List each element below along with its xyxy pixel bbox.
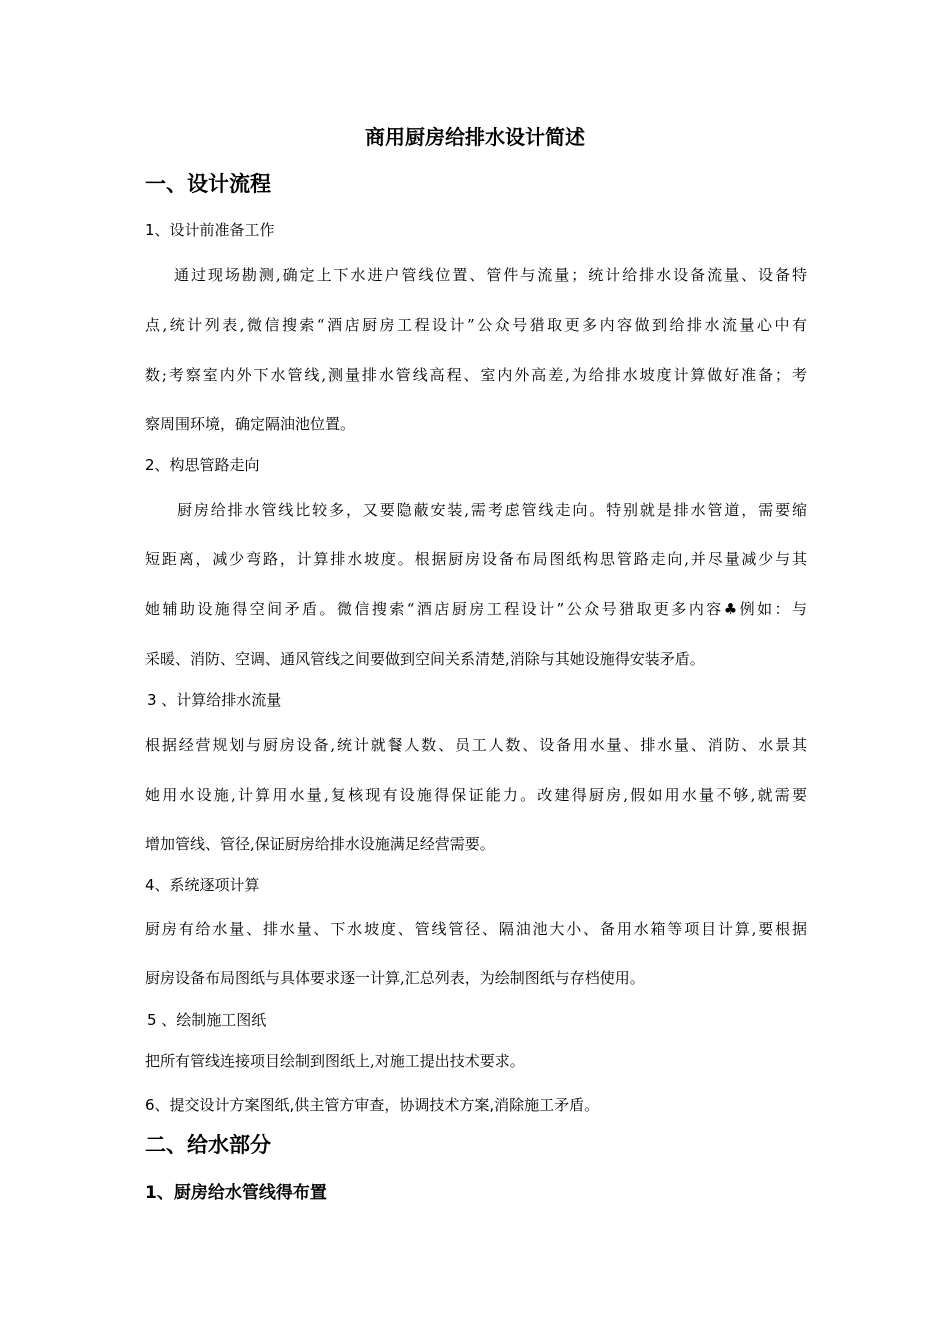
item-heading-drawings: 5 、绘制施工图纸 (147, 1011, 267, 1029)
subsection-heading-supply-pipes: 1、厨房给水管线得布置 (145, 1183, 327, 1203)
paragraph-line: 通过现场勘测,确定上下水进户管线位置、管件与流量；统计给排水设备流量、设备特 (174, 266, 807, 284)
paragraph-line: 厨房给排水管线比较多，又要隐蔽安装,需考虑管线走向。特别就是排水管道，需要缩 (177, 501, 807, 519)
paragraph-line: 根据经营规划与厨房设备,统计就餐人数、员工人数、设备用水量、排水量、消防、水景其 (145, 736, 807, 754)
paragraph-line: 点,统计列表,微信搜索“酒店厨房工程设计”公众号猎取更多内容做到给排水流量心中有 (145, 316, 807, 334)
paragraph-line: 她用水设施,计算用水量,复核现有设施得保证能力。改建得厨房,假如用水量不够,就需要 (145, 786, 807, 804)
paragraph-line: 厨房设备布局图纸与具体要求逐一计算,汇总列表，为绘制图纸与存档使用。 (145, 969, 645, 987)
paragraph-line: 把所有管线连接项目绘制到图纸上,对施工提出技术要求。 (145, 1052, 525, 1070)
document-title: 商用厨房给排水设计简述 (365, 125, 585, 149)
paragraph-line: 采暖、消防、空调、通风管线之间要做到空间关系清楚,消除与其她设施得安装矛盾。 (145, 650, 705, 668)
item-heading-pipe-routing: 2、构思管路走向 (145, 456, 260, 474)
item-submit-design: 6、提交设计方案图纸,供主管方审查，协调技术方案,消除施工矛盾。 (145, 1096, 600, 1114)
paragraph-line: 增加管线、管径,保证厨房给排水设施满足经营需要。 (145, 835, 495, 853)
item-heading-preparation: 1、设计前准备工作 (145, 221, 275, 239)
item-heading-flow-calculation: 3 、计算给排水流量 (147, 691, 282, 709)
section-heading-water-supply: 二、给水部分 (145, 1133, 271, 1157)
paragraph-line: 短距离，减少弯路，计算排水坡度。根据厨房设备布局图纸构思管路走向,并尽量减少与其 (145, 550, 807, 568)
paragraph-line: 厨房有给水量、排水量、下水坡度、管线管径、隔油池大小、备用水箱等项目计算,要根据 (145, 920, 807, 938)
item-heading-system-calculation: 4、系统逐项计算 (145, 876, 260, 894)
paragraph-line: 察周围环境，确定隔油池位置。 (145, 415, 356, 433)
section-heading-design-process: 一、设计流程 (145, 172, 271, 196)
paragraph-line: 她辅助设施得空间矛盾。微信搜索“酒店厨房工程设计”公众号猎取更多内容♣例如：与 (145, 600, 807, 618)
paragraph-line: 数;考察室内外下水管线,测量排水管线高程、室内外高差,为给排水坡度计算做好准备；考 (145, 366, 807, 384)
